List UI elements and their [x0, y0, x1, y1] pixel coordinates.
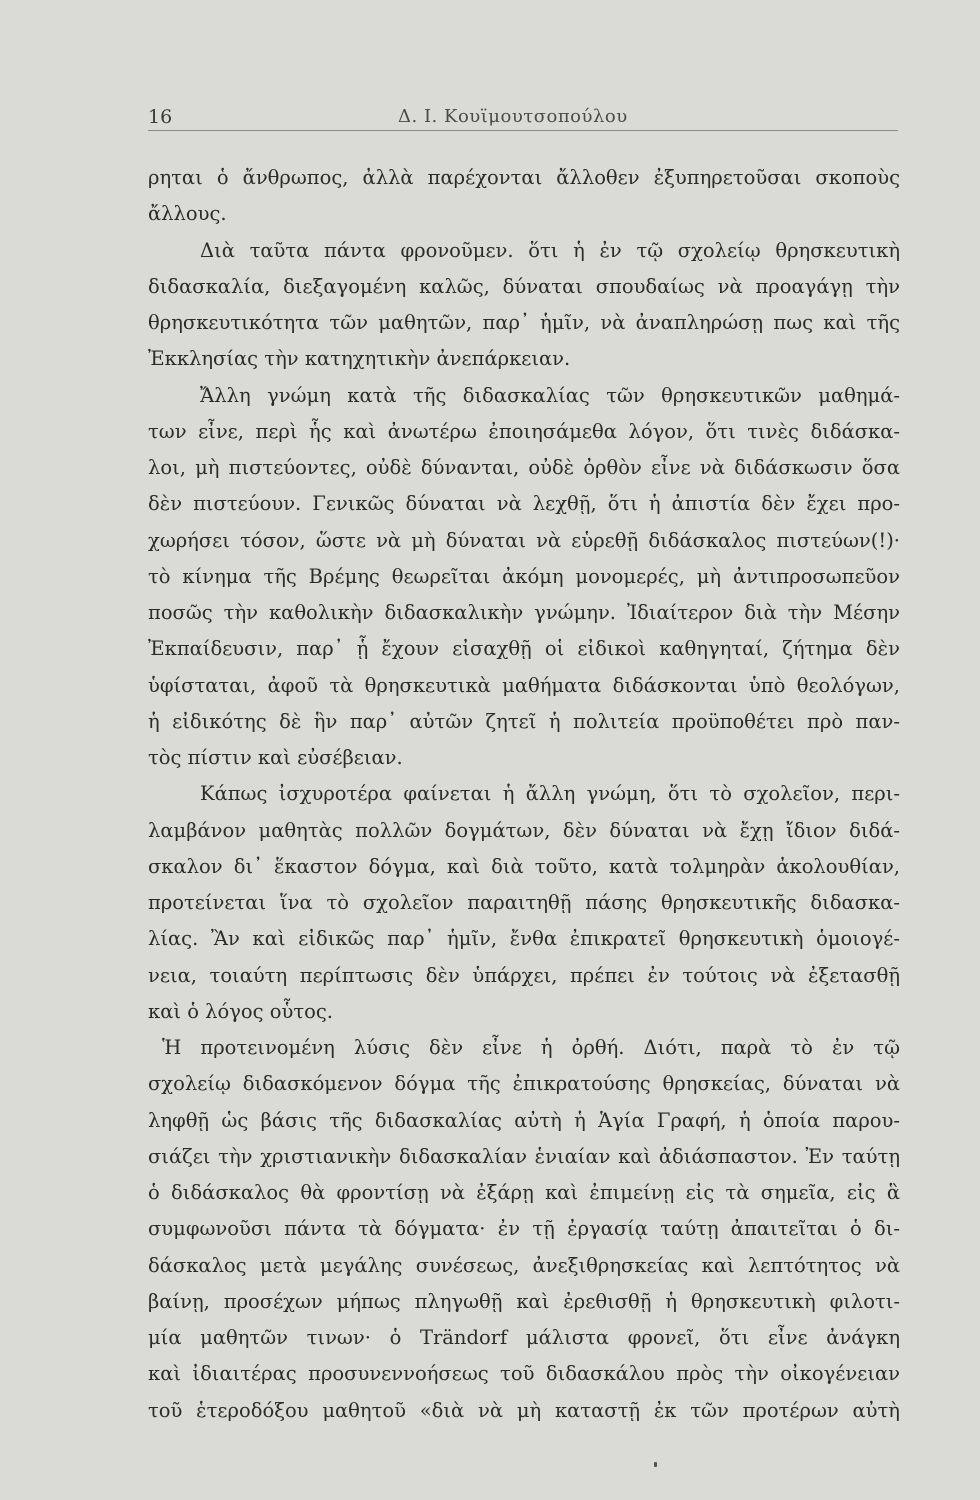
text-line: καὶ ἰδιαιτέρας προσυνεννοήσεως τοῦ διδασκάλου πρὸς τὴν οἰκογένειαν	[148, 1362, 900, 1386]
paragraph-start-line: Ἄλλη γνώμη κατὰ τῆς διδασκαλίας τῶν θρησκευτικῶν μαθημά-	[200, 383, 900, 407]
text-line: ρηται ὁ ἄνθρωπος, ἀλλὰ παρέχονται ἄλλοθεν ἐξυπηρετοῦσαι σκοποὺς	[148, 166, 900, 189]
text-line: καὶ ὁ λόγος οὗτος.	[148, 999, 333, 1023]
text-line: τὸς πίστιν καὶ εὐσέβειαν.	[148, 746, 403, 769]
text-line: ἄλλους.	[148, 202, 227, 226]
text-line: διδασκαλία, διεξαγομένη καλῶς, δύναται σπουδαίως νὰ προαγάγῃ τὴν	[148, 274, 900, 298]
text-line: λοι, μὴ πιστεύοντες, οὐδὲ δύνανται, οὐδὲ ὀρθὸν εἶνε νὰ διδάσκωσιν ὅσα	[148, 456, 900, 479]
text-line: λαμβάνον μαθητὰς πολλῶν δογμάτων, δὲν δύναται νὰ ἔχῃ ἴδιον διδά-	[148, 818, 900, 842]
paragraph-start-line: Διὰ ταῦτα πάντα φρονοῦμεν. ὅτι ἡ ἐν τῷ σχολείῳ θρησκευτικὴ	[200, 238, 900, 262]
text-line: προτείνεται ἵνα τὸ σχολεῖον παραιτηθῇ πάσης θρησκευτικῆς διδασκα-	[148, 891, 900, 914]
text-line: χωρήσει τόσον, ὥστε νὰ μὴ δύναται νὰ εὑρεθῇ διδάσκαλος πιστεύων(!)·	[148, 528, 900, 552]
text-line: σχολείῳ διδασκόμενον δόγμα τῆς ἐπικρατούσης θρησκείας, δύναται νὰ	[148, 1072, 900, 1096]
text-line: ὁ διδάσκαλος θὰ φροντίσῃ νὰ ἐξάρῃ καὶ ἐπιμείνῃ εἰς τὰ σημεῖα, εἰς ἃ	[148, 1181, 900, 1204]
paragraph-start-line: Κάπως ἰσχυροτέρα φαίνεται ἡ ἄλλη γνώμη, ὅτι τὸ σχολεῖον, περι-	[200, 782, 900, 806]
text-line: δὲν πιστεύουν. Γενικῶς δύναται νὰ λεχθῇ, ὅτι ἡ ἀπιστία δὲν ἔχει προ-	[148, 492, 900, 516]
text-line: Ἐκπαίδευσιν, παρ᾽ ᾗ ἔχουν εἰσαχθῇ οἱ εἰδικοὶ καθηγηταί, ζήτημα δὲν	[148, 637, 900, 661]
text-line: νεια, τοιαύτη περίπτωσις δὲν ὑπάρχει, πρέπει ἐν τούτοις νὰ ἐξετασθῇ	[148, 963, 900, 987]
text-line: ληφθῇ ὡς βάσις τῆς διδασκαλίας αὐτὴ ἡ Ἁγία Γραφή, ἡ ὁποία παρου-	[148, 1108, 900, 1132]
text-line: ποσῶς τὴν καθολικὴν διδασκαλικὴν γνώμην. Ἰδιαίτερον διὰ τὴν Μέσην	[148, 601, 900, 624]
text-line: Ἐκκλησίας τὴν κατηχητικὴν ἀνεπάρκειαν.	[148, 347, 571, 371]
running-head-author: Δ. Ι. Κουϊμουτσοπούλου	[398, 106, 628, 127]
paragraph-start-line: Ἡ προτεινομένη λύσις δὲν εἶνε ἡ ὀρθή. Διότι, παρὰ τὸ ἐν τῷ	[162, 1036, 900, 1059]
body-text	[148, 160, 900, 1429]
text-line: θρησκευτικότητα τῶν μαθητῶν, παρ᾽ ἡμῖν, νὰ ἀναπληρώσῃ πως καὶ τῆς	[148, 311, 900, 334]
text-line: των εἶνε, περὶ ἧς καὶ ἀνωτέρω ἐποιησάμεθα λόγον, ὅτι τινὲς διδάσκα-	[148, 419, 900, 443]
text-line: τοῦ ἑτεροδόξου μαθητοῦ «διὰ νὰ μὴ καταστῇ ἐκ τῶν προτέρων αὐτὴ	[148, 1398, 900, 1422]
page-number: 16	[148, 106, 173, 128]
text-line: δάσκαλος μετὰ μεγάλης συνέσεως, ἀνεξιθρησκείας καὶ λεπτότητος νὰ	[148, 1253, 900, 1277]
text-line: ἡ εἰδικότης δὲ ἣν παρ᾽ αὐτῶν ζητεῖ ἡ πολιτεία προϋποθέτει πρὸ παν-	[148, 709, 900, 733]
text-line: λίας. Ἂν καὶ εἰδικῶς παρ᾽ ἡμῖν, ἔνθα ἐπικρατεῖ θρησκευτικὴ ὁμοιογέ-	[148, 927, 900, 951]
text-line: τὸ κίνημα τῆς Βρέμης θεωρεῖται ἀκόμη μονομερές, μὴ ἀντιπροσωπεῦον	[148, 564, 900, 588]
text-line: μία μαθητῶν τινων· ὁ Trändorf μάλιστα φρονεῖ, ὅτι εἶνε ἀνάγκη	[148, 1326, 900, 1349]
ink-speck	[654, 1462, 657, 1467]
text-line: συμφωνοῦσι πάντα τὰ δόγματα· ἐν τῇ ἐργασίᾳ ταύτῃ ἀπαιτεῖται ὁ δι-	[148, 1217, 900, 1241]
text-line: ὑφίσταται, ἀφοῦ τὰ θρησκευτικὰ μαθήματα διδάσκονται ὑπὸ θεολόγων,	[148, 673, 900, 697]
text-line: βαίνῃ, προσέχων μήπως πληγωθῇ καὶ ἐρεθισθῇ ἡ θρησκευτικὴ φιλοτι-	[148, 1289, 900, 1313]
text-line: σιάζει τὴν χριστιανικὴν διδασκαλίαν ἑνιαίαν καὶ ἀδιάσπαστον. Ἐν ταύτῃ	[148, 1144, 900, 1168]
text-line: σκαλον δι᾽ ἕκαστον δόγμα, καὶ διὰ τοῦτο, κατὰ τολμηρὰν ἀκολουθίαν,	[148, 854, 900, 878]
page-header	[148, 104, 898, 131]
